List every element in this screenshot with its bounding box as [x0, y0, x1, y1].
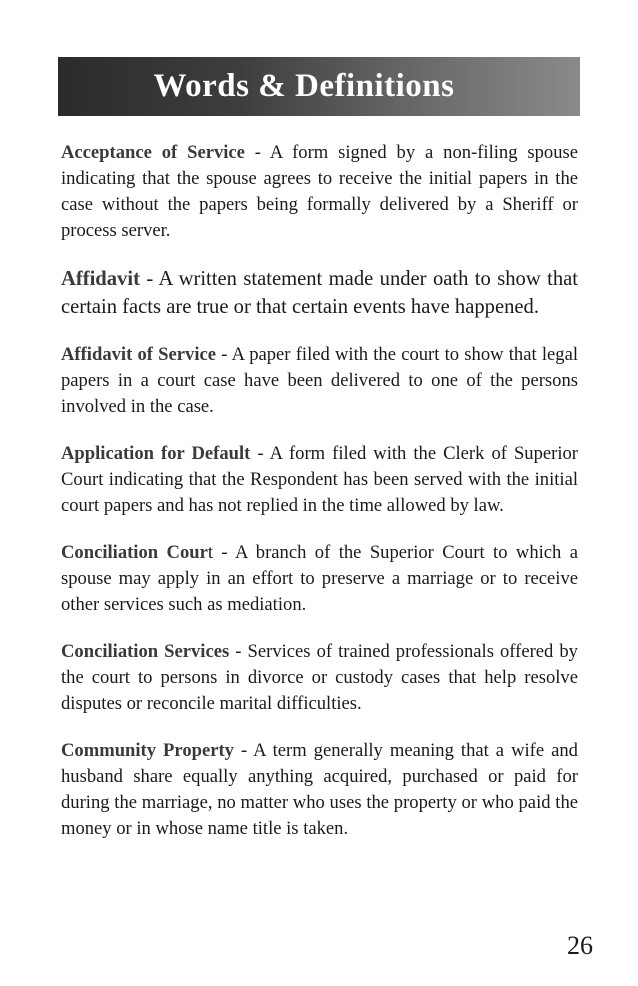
header-banner — [58, 57, 580, 116]
definition-text: A paper filed with the court to show that legal papers in a court case have been delivered to one of the persons involved in the case. — [61, 344, 578, 417]
definition-entry — [61, 140, 578, 244]
definition-entry — [61, 540, 578, 618]
definition-entry — [61, 441, 578, 519]
definition-term: Conciliation Services — [61, 641, 230, 662]
definition-separator: - — [233, 740, 254, 761]
definition-entry — [61, 342, 578, 420]
definition-entry — [61, 639, 578, 717]
definition-term: Acceptance of Service — [61, 142, 245, 163]
definition-text: A branch of the Superior Court to which a spouse may apply in an effort to preserve a marriage or to receive other services such as mediation. — [61, 542, 578, 615]
definition-separator: - — [250, 443, 270, 464]
definition-text: A form signed by a non-filing spouse indicating that the spouse agrees to receive the initial papers in the case without the papers being formally delivered by a Sheriff or process server. — [61, 142, 579, 241]
page-title: Words & Definitions — [153, 68, 455, 104]
definition-term: Conciliation Cour — [61, 542, 208, 563]
definition-separator: - — [244, 142, 270, 163]
definition-text: A form filed with the Clerk of Superior Court indicating that the Respondent has been served with the initial court papers and has not replied in the time allowed by law. — [61, 443, 578, 516]
definition-separator: - — [229, 641, 248, 662]
definition-separator: - — [139, 268, 159, 290]
definition-term-tail: t — [207, 542, 214, 563]
definition-text: A written statement made under oath to show that certain facts are true or that certain events have happened. — [61, 268, 578, 318]
definition-entry — [61, 265, 578, 321]
definition-text: Services of trained professionals offered by the court to persons in divorce or custody cases that help resolve disputes or reconcile marital difficulties. — [61, 641, 578, 714]
definition-separator: - — [216, 344, 232, 365]
definition-term: Affidavit of Service — [61, 344, 216, 365]
definition-text: A term generally meaning that a wife and husband share equally anything acquired, purchased or paid for during the marriage, no matter who uses the property or who paid the money or in whose name title is taken. — [61, 740, 578, 839]
definition-separator: - — [213, 542, 235, 563]
definition-entry — [61, 738, 578, 842]
definition-term: Affidavit — [61, 268, 140, 290]
definition-term: Community Property — [61, 740, 234, 761]
definitions-list — [61, 140, 578, 863]
page-number: 26 — [567, 931, 593, 960]
definition-term: Application for Default — [61, 443, 251, 464]
